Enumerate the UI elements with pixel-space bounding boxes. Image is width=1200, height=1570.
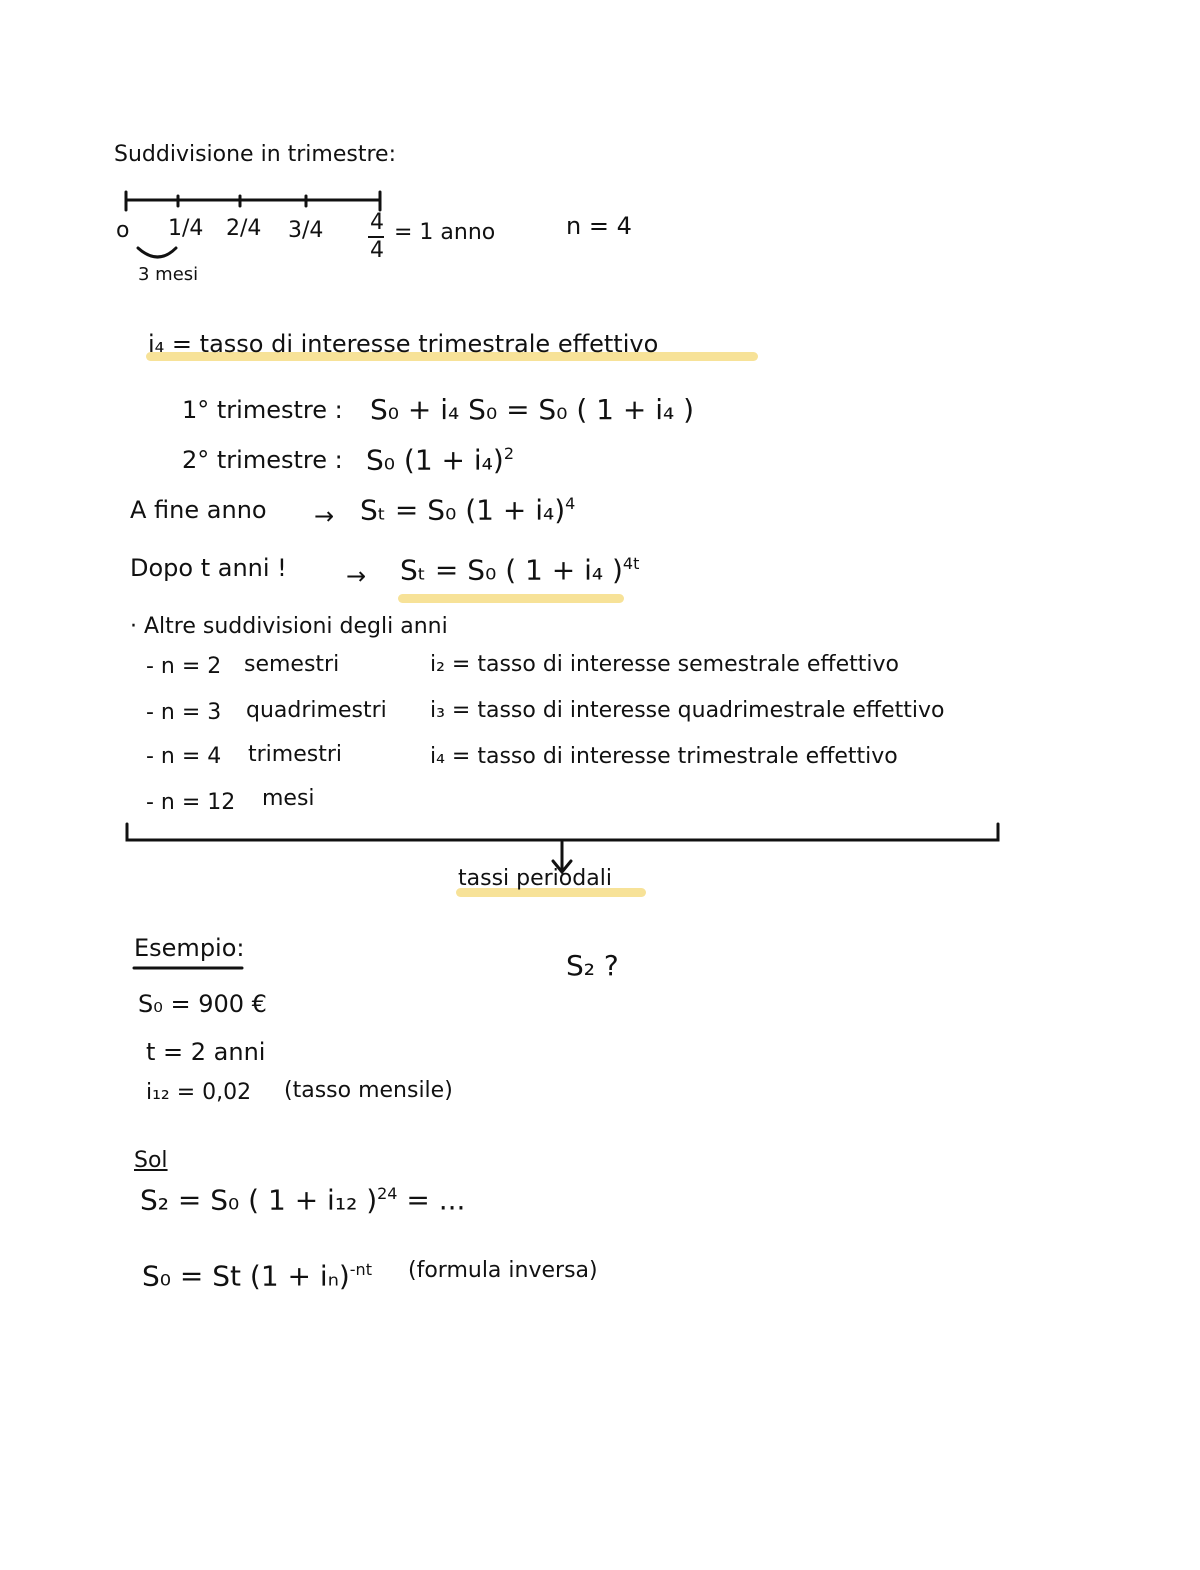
- timeline-end-numerator: 4: [370, 210, 384, 235]
- timeline-end-label: = 1 anno: [394, 220, 496, 245]
- timeline-tick-label-2: 2/4: [226, 216, 262, 241]
- timeline-tick-label-0: o: [116, 218, 130, 243]
- t-years-expression: Sₜ = S₀ ( 1 + i₄ )$^{4t}$: [400, 553, 640, 587]
- q2-label: 2° trimestre :: [182, 446, 343, 474]
- solution-expression: S₂ = S₀ ( 1 + i₁₂ )$^{24}$ = ...: [140, 1183, 466, 1217]
- subdivision-n-3: - n = 12: [146, 790, 236, 815]
- example-title: Esempio:: [134, 934, 245, 962]
- example-t: t = 2 anni: [146, 1038, 266, 1066]
- solution-label: Sol: [134, 1148, 168, 1173]
- subdivision-n-0: - n = 2: [146, 654, 222, 679]
- inverse-formula: S₀ = St $(1 + i_n)^{-nt}$: [142, 1259, 372, 1293]
- year-expression: Sₜ = S₀ $(1 + i_4)^4$: [360, 493, 576, 527]
- subdivision-n-2: - n = 4: [146, 744, 222, 769]
- subdivision-name-3: mesi: [262, 786, 315, 811]
- q1-expression: S₀ + i₄ S₀ = S₀ ( 1 + i₄ ): [370, 393, 695, 426]
- subdivision-rate-1: i₃ = tasso di interesse quadrimestrale effettivo: [430, 698, 945, 723]
- subdivision-rate-0: i₂ = tasso di interesse semestrale effettivo: [430, 652, 899, 677]
- example-s0: S₀ = 900 €: [138, 990, 267, 1018]
- timeline-tick-label-1: 1/4: [168, 216, 204, 241]
- subdivision-n-1: - n = 3: [146, 700, 222, 725]
- q2-expression: S₀ $(1 + i_4)^2$: [366, 443, 515, 477]
- timeline-tick-label-3: 3/4: [288, 218, 324, 243]
- year-arrow-icon: →: [314, 502, 335, 530]
- solution-exponent: 24: [377, 1184, 398, 1203]
- periodal-rates-label: tassi periodali: [458, 866, 612, 891]
- timeline-end-denominator: 4: [370, 238, 384, 263]
- subdivisions-heading: · Altre suddivisioni degli anni: [130, 614, 448, 639]
- subdivision-rate-2: i₄ = tasso di interesse trimestrale effettivo: [430, 744, 898, 769]
- year-end-label: A fine anno: [130, 496, 267, 524]
- solution-tail: = ...: [406, 1183, 466, 1217]
- example-i12-note: (tasso mensile): [284, 1078, 453, 1103]
- subdivision-name-2: trimestri: [248, 742, 342, 767]
- example-i12: i₁₂ = 0,02: [146, 1080, 252, 1105]
- n-label: n = 4: [566, 212, 632, 240]
- example-question: S₂ ?: [566, 949, 619, 982]
- span-label: 3 mesi: [138, 264, 199, 285]
- bracket: [127, 824, 998, 840]
- t-years-exponent: 4t: [622, 554, 640, 573]
- subdivision-name-0: semestri: [244, 652, 340, 677]
- span-arc: [138, 248, 176, 257]
- inverse-formula-note: (formula inversa): [408, 1258, 598, 1283]
- subdivision-name-1: quadrimestri: [246, 698, 387, 723]
- q1-label: 1° trimestre :: [182, 396, 343, 424]
- definition-trimestral-rate: i₄ = tasso di interesse trimestrale effettivo: [148, 330, 659, 358]
- after-t-years-label: Dopo t anni !: [130, 554, 287, 582]
- q2-exponent: 2: [503, 444, 515, 463]
- page-title: Suddivisione in trimestre:: [114, 142, 396, 167]
- t-arrow-icon: →: [346, 562, 367, 590]
- inverse-exponent: -nt: [349, 1260, 372, 1279]
- year-exponent: 4: [565, 494, 576, 513]
